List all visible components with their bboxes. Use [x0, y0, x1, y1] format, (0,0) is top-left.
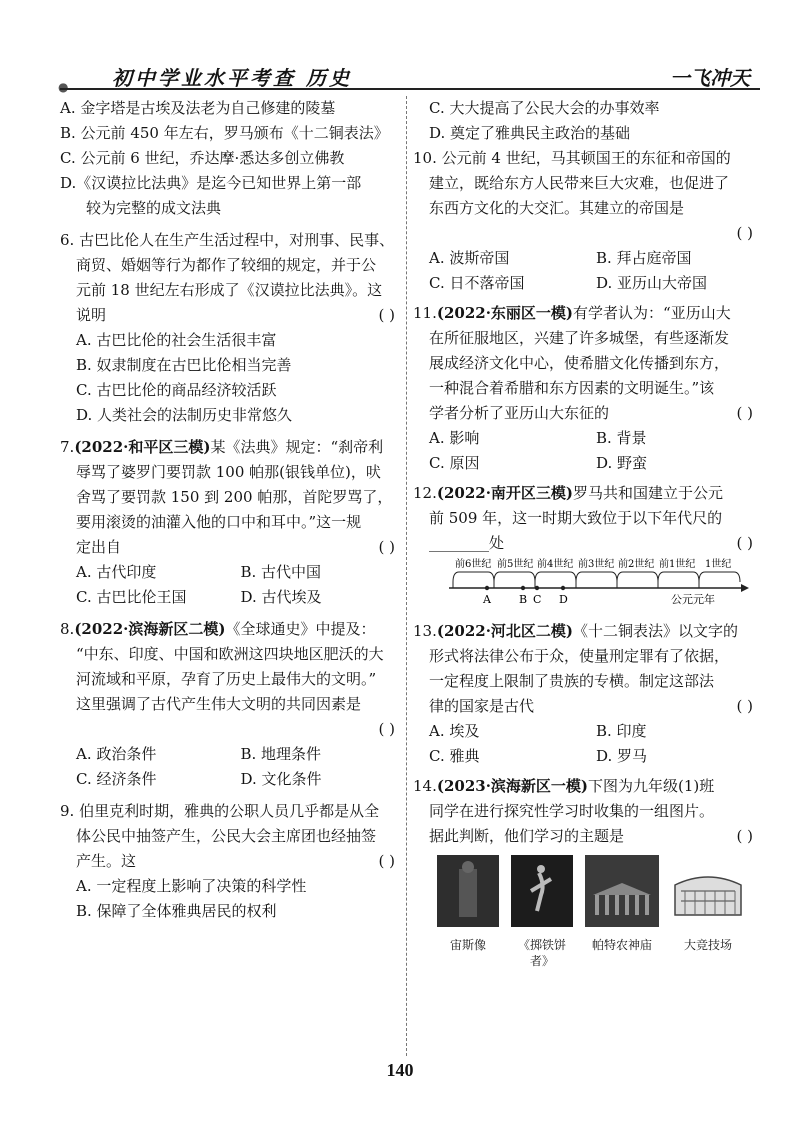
question-12	[413, 481, 763, 616]
q11-line: 在所征服地区，兴建了许多城堡，有些逐渐发	[429, 329, 730, 347]
timeline-century-label: 前1世纪	[659, 559, 696, 570]
timeline-arrow	[741, 584, 749, 592]
q13-line	[413, 694, 763, 719]
q14-line: 同学在进行探究性学习时收集的一组图片。	[429, 802, 715, 820]
q11-line	[413, 301, 763, 326]
q10-paren-line	[413, 221, 763, 246]
q5-option-b: B. 公元前 450 年左右，罗马颁布《十二铜表法》	[60, 124, 389, 142]
timeline-point-a	[485, 586, 489, 590]
question-9	[60, 799, 405, 924]
q14-text: 下图为九年级(1)班	[588, 777, 715, 795]
timeline-century-bracket	[494, 572, 535, 582]
q8-option-b: B. 地理条件	[240, 745, 322, 763]
q8-option-d: D. 文化条件	[240, 770, 322, 788]
q9-line: 体公民中抽签产生，公民大会主席团也经抽签	[76, 827, 377, 845]
q14-stem-end: 据此判断，他们学习的主题是	[429, 827, 625, 845]
q14-line	[413, 774, 763, 799]
timeline-century-bracket	[699, 572, 740, 582]
answer-paren: ( )	[736, 224, 753, 242]
question-14	[413, 774, 763, 969]
book-title: 初中学业水平考查 历史	[112, 66, 352, 90]
q7-option-b: B. 古代中国	[240, 563, 322, 581]
timeline-century-bracket	[658, 572, 699, 582]
timeline-point-c	[535, 586, 539, 590]
picture-discobolus	[511, 855, 573, 969]
q6-line: 元前 18 世纪左右形成了《汉谟拉比法典》。这	[76, 281, 383, 299]
picture-caption: 《掷铁饼者》	[517, 938, 566, 968]
q12-line	[413, 481, 763, 506]
timeline-origin-label: 公元元年	[671, 593, 715, 606]
answer-paren: ( )	[378, 720, 395, 738]
q8-line: 河流域和平原，孕育了历史上最伟大的文明。”	[76, 670, 377, 688]
q14-line	[413, 824, 763, 849]
q11-stem-end: 学者分析了亚历山大东征的	[429, 404, 610, 422]
q7-option-d: D. 古代埃及	[240, 588, 322, 606]
answer-paren: ( )	[378, 538, 395, 556]
q5-option-d-cont: 较为完整的成文法典	[86, 199, 222, 217]
picture-colosseum	[671, 855, 745, 969]
q10-line: 建立，既给东方人民带来巨大灾难，也促进了	[429, 174, 730, 192]
q13-line	[413, 619, 763, 644]
picture-parthenon	[585, 855, 659, 969]
zeus-statue-image	[437, 855, 499, 927]
q5-option-d: D.《汉谟拉比法典》是迄今已知世界上第一部	[60, 174, 362, 192]
q11-option-d: D. 野蛮	[596, 454, 648, 472]
q6-option-a: A. 古巴比伦的社会生活很丰富	[76, 331, 277, 349]
timeline-century-bracket	[576, 572, 617, 582]
timeline-point-b	[521, 586, 525, 590]
page-number: 140	[386, 1060, 414, 1080]
q9-options-cont	[413, 96, 763, 146]
timeline-point-label: B	[519, 593, 528, 606]
q8-text: 《全球通史》中提及：	[225, 620, 376, 638]
answer-paren: ( )	[736, 404, 753, 422]
q11-options-row	[413, 451, 763, 476]
q11-options-row	[413, 426, 763, 451]
q9-line: 9. 伯里克利时期，雅典的公职人员几乎都是从全	[60, 802, 380, 820]
q7-line	[60, 435, 405, 460]
q8-line: “中东、印度、中国和欧洲这四块地区肥沃的大	[76, 645, 384, 663]
question-13	[413, 619, 763, 769]
q8-option-c: C. 经济条件	[76, 770, 157, 788]
answer-paren: ( )	[736, 697, 753, 715]
q7-options-row	[60, 585, 405, 610]
q7-options-row	[60, 560, 405, 585]
q10-option-b: B. 拜占庭帝国	[596, 249, 692, 267]
q13-text: 《十二铜表法》以文字的	[573, 622, 739, 640]
q8-option-a: A. 政治条件	[76, 745, 157, 763]
answer-paren: ( )	[736, 827, 753, 845]
timeline-century-bracket	[617, 572, 658, 582]
column-divider	[406, 96, 407, 1056]
q9-line	[60, 849, 405, 874]
timeline-century-label: 前3世纪	[578, 559, 615, 570]
q5-option-c: C. 公元前 6 世纪，乔达摩·悉达多创立佛教	[60, 149, 345, 167]
q6-line: 商贸、婚姻等行为都作了较细的规定，并于公	[76, 256, 377, 274]
timeline-century-label: 前5世纪	[497, 559, 534, 570]
q6-option-b: B. 奴隶制度在古巴比伦相当完善	[76, 356, 292, 374]
timeline-point-d	[561, 586, 565, 590]
q7-number: 7.	[60, 438, 75, 456]
q6-line	[60, 303, 405, 328]
q7-line: 要用滚烫的油灌入他的口中和耳中。”这一规	[76, 513, 362, 531]
q7-line: 辱骂了婆罗门要罚款 100 帕那(银钱单位)，吠	[76, 463, 381, 481]
page-header	[0, 0, 800, 100]
timeline-marks	[453, 572, 740, 588]
q7-text: 某《法典》规定：“刹帝利	[210, 438, 384, 456]
header-rule	[60, 88, 760, 90]
q7-line: 舍骂了要罚款 150 到 200 帕那，首陀罗骂了，	[76, 488, 393, 506]
q13-stem-end: 律的国家是古代	[429, 697, 535, 715]
q7-stem-end: 定出自	[76, 538, 122, 556]
question-11	[413, 301, 763, 476]
q13-options-row	[413, 719, 763, 744]
question-10	[413, 146, 763, 296]
q7-source-tag: (2022·和平区三模)	[74, 438, 211, 456]
q8-source-tag: (2022·滨海新区二模)	[74, 620, 226, 638]
q9-option-d: D. 奠定了雅典民主政治的基础	[429, 124, 631, 142]
q14-source-tag: (2023·滨海新区一模)	[436, 777, 589, 795]
q13-line: 一定程度上限制了贵族的专横。制定这部法	[429, 672, 715, 690]
timeline-century-label: 前6世纪	[455, 559, 492, 570]
timeline-century-bracket	[535, 572, 576, 582]
q14-number: 14.	[413, 777, 437, 795]
q11-number: 11.	[413, 304, 437, 322]
q12-number: 12.	[413, 484, 437, 502]
q13-option-b: B. 印度	[596, 722, 647, 740]
q11-line: 一种混合着希腊和东方因素的文明诞生。”该	[429, 379, 715, 397]
q12-line	[413, 531, 763, 556]
timeline-point-label: A	[483, 593, 491, 606]
picture-zeus-statue	[437, 855, 499, 969]
q11-line: 展成经济文化中心，使希腊文化传播到东方，	[429, 354, 730, 372]
picture-caption: 大竞技场	[683, 938, 732, 952]
q5-options	[60, 96, 405, 221]
q6-option-d: D. 人类社会的法制历史非常悠久	[76, 406, 293, 424]
question-8	[60, 617, 405, 792]
answer-paren: ( )	[378, 306, 395, 324]
q12-text: 罗马共和国建立于公元	[573, 484, 724, 502]
timeline-point-label: D	[559, 593, 568, 606]
q6-line: 6. 古巴比伦人在生产生活过程中，对刑事、民事、	[60, 231, 395, 249]
q13-option-c: C. 雅典	[429, 747, 480, 765]
q5-option-a: A. 金字塔是古埃及法老为自己修建的陵墓	[60, 99, 336, 117]
q10-line: 东西方文化的大交汇。其建立的帝国是	[429, 199, 685, 217]
q13-number: 13.	[413, 622, 437, 640]
question-6	[60, 228, 405, 428]
q8-line	[60, 617, 405, 642]
colosseum-image	[671, 855, 745, 927]
q12-source-tag: (2022·南开区三模)	[436, 484, 574, 502]
q8-options-row	[60, 742, 405, 767]
timeline-century-label: 前4世纪	[537, 559, 574, 570]
timeline-century-bracket	[453, 572, 494, 582]
q7-option-a: A. 古代印度	[76, 563, 157, 581]
parthenon-image	[585, 855, 659, 927]
q10-line: 10. 公元前 4 世纪，马其顿国王的东征和帝国的	[413, 149, 731, 167]
left-column	[60, 96, 405, 924]
q10-option-d: D. 亚历山大帝国	[596, 274, 708, 292]
q11-source-tag: (2022·东丽区一模)	[436, 304, 574, 322]
q12-line: 前 509 年，这一时期大致位于以下年代尺的	[429, 509, 723, 527]
q13-line: 形式将法律公布于众，使量刑定罪有了依据，	[429, 647, 730, 665]
timeline-century-label: 1世纪	[705, 559, 732, 570]
q6-option-c: C. 古巴比伦的商品经济较活跃	[76, 381, 277, 399]
q11-option-b: B. 背景	[596, 429, 647, 447]
q13-options-row	[413, 744, 763, 769]
q12-stem-end: ________处	[429, 534, 505, 552]
timeline-ruler	[413, 558, 753, 616]
timeline-point-label: C	[533, 593, 542, 606]
q13-option-a: A. 埃及	[429, 722, 480, 740]
q8-paren-line	[60, 717, 405, 742]
q9-option-b: B. 保障了全体雅典居民的权利	[76, 902, 277, 920]
q8-line: 这里强调了古代产生伟大文明的共同因素是	[76, 695, 362, 713]
q6-stem-end: 说明	[76, 306, 107, 324]
q11-option-a: A. 影响	[429, 429, 480, 447]
discobolus-image	[511, 855, 573, 927]
q10-options-row	[413, 271, 763, 296]
q9-option-c: C. 大大提高了公民大会的办事效率	[429, 99, 660, 117]
q11-line	[413, 401, 763, 426]
q10-options-row	[413, 246, 763, 271]
q10-option-c: C. 日不落帝国	[429, 274, 525, 292]
right-column	[413, 96, 763, 969]
brand-logo: 一飞冲天	[670, 66, 750, 90]
q11-text: 有学者认为：“亚历山大	[573, 304, 731, 322]
q7-line	[60, 535, 405, 560]
picture-caption: 宙斯像	[449, 938, 486, 952]
question-7	[60, 435, 405, 610]
q9-stem-end: 产生。这	[76, 852, 137, 870]
q11-option-c: C. 原因	[429, 454, 480, 472]
q13-source-tag: (2022·河北区二模)	[436, 622, 574, 640]
picture-strip	[413, 855, 763, 969]
answer-paren: ( )	[378, 852, 395, 870]
q13-option-d: D. 罗马	[596, 747, 648, 765]
q8-options-row	[60, 767, 405, 792]
picture-caption: 帕特农神庙	[591, 938, 652, 952]
answer-paren: ( )	[736, 534, 753, 552]
timeline-century-label: 前2世纪	[618, 559, 655, 570]
q9-option-a: A. 一定程度上影响了决策的科学性	[76, 877, 307, 895]
q8-number: 8.	[60, 620, 75, 638]
timeline-svg	[413, 558, 753, 616]
q7-option-c: C. 古巴比伦王国	[76, 588, 187, 606]
q10-option-a: A. 波斯帝国	[429, 249, 510, 267]
corner-mark: ●	[58, 80, 69, 94]
